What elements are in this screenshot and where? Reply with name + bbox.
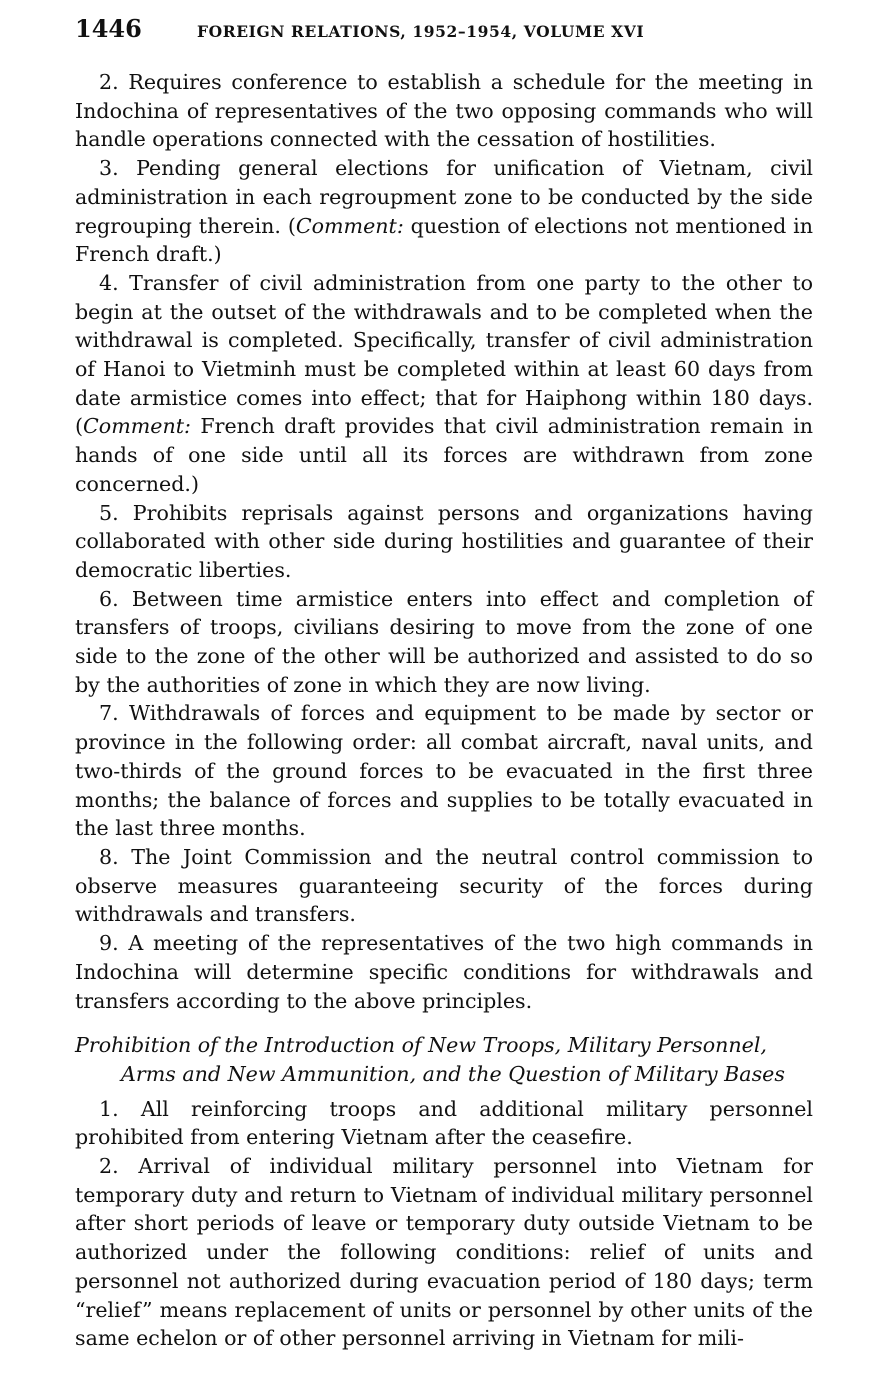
- running-head-title: FOREIGN RELATIONS, 1952–1954, VOLUME XVI: [197, 22, 645, 41]
- running-head: [75, 14, 813, 48]
- comment-label: Comment:: [83, 414, 191, 439]
- page-number: 1446: [75, 14, 142, 43]
- paragraph-item-1: 1. All reinforcing troops and additional military personnel prohibited from entering Vietnam after the ceasefire.: [75, 1096, 813, 1150]
- body-text-bottom: [75, 1095, 813, 1353]
- paragraph-item-7: 7. Withdrawals of forces and equipment to be made by sector or province in the following order: all combat aircraft, naval units, and two-thirds of the ground forces to be evacuated in the first three months; the balance of forces and supplies to be totally evacuated in the last three months.: [75, 701, 813, 841]
- paragraph-item-8: 8. The Joint Commission and the neutral control commission to observe measures guaranteeing security of the forces during withdrawals and transfers.: [75, 844, 813, 927]
- section-heading: Prohibition of the Introduction of New Troops, Military Personnel, Arms and New Ammunition, and the Question of Military Bases: [75, 1033, 785, 1086]
- document-page: [75, 14, 813, 1353]
- paragraph-item-6: 6. Between time armistice enters into effect and completion of transfers of troops, civilians desiring to move from the zone of one side to the zone of the other will be authorized and assisted to do so by the authorities of zone in which they are now living.: [75, 586, 813, 697]
- paragraph-item-4: 4. Transfer of civil administration from one party to the other to begin at the outset of the withdrawals and to be completed when the withdrawal is completed. Specifically, transfer of civil administration of Hanoi to Vietminh must be completed within at least 60 days from date armistice comes into effect; that for Haiphong within 180 days. (Comment: French draft provides that civil administration remain in hands of one side until all its forces are withdrawn from zone concerned.): [75, 270, 813, 496]
- paragraph-item-2b: 2. Arrival of individual military personnel into Vietnam for temporary duty and return to Vietnam of individual military personnel after short periods of leave or temporary duty outside Vietnam to be authorized under the following conditions: relief of units and personnel not authorized during evacuation period of 180 days; term “relief” means replacement of units or personnel by other units of the same echelon or of other personnel arriving in Vietnam for mili-: [75, 1154, 813, 1351]
- paragraph-item-9: 9. A meeting of the representatives of the two high commands in Indochina will determine specific conditions for withdrawals and transfers according to the above principles.: [75, 931, 813, 1013]
- body-text-top: [75, 68, 813, 1015]
- paragraph-item-2: 2. Requires conference to establish a schedule for the meeting in Indochina of representatives of the two opposing commands who will handle operations connected with the cessation of hostilities.: [75, 70, 813, 152]
- paragraph-item-5: 5. Prohibits reprisals against persons and organizations having collaborated with other side during hostilities and guarantee of their democratic liberties.: [75, 500, 813, 582]
- paragraph-item-3: 3. Pending general elections for unification of Vietnam, civil administration in each regroupment zone to be conducted by the side regrouping therein. (Comment: question of elections not mentioned in French draft.): [75, 156, 813, 267]
- comment-label: Comment:: [295, 213, 404, 238]
